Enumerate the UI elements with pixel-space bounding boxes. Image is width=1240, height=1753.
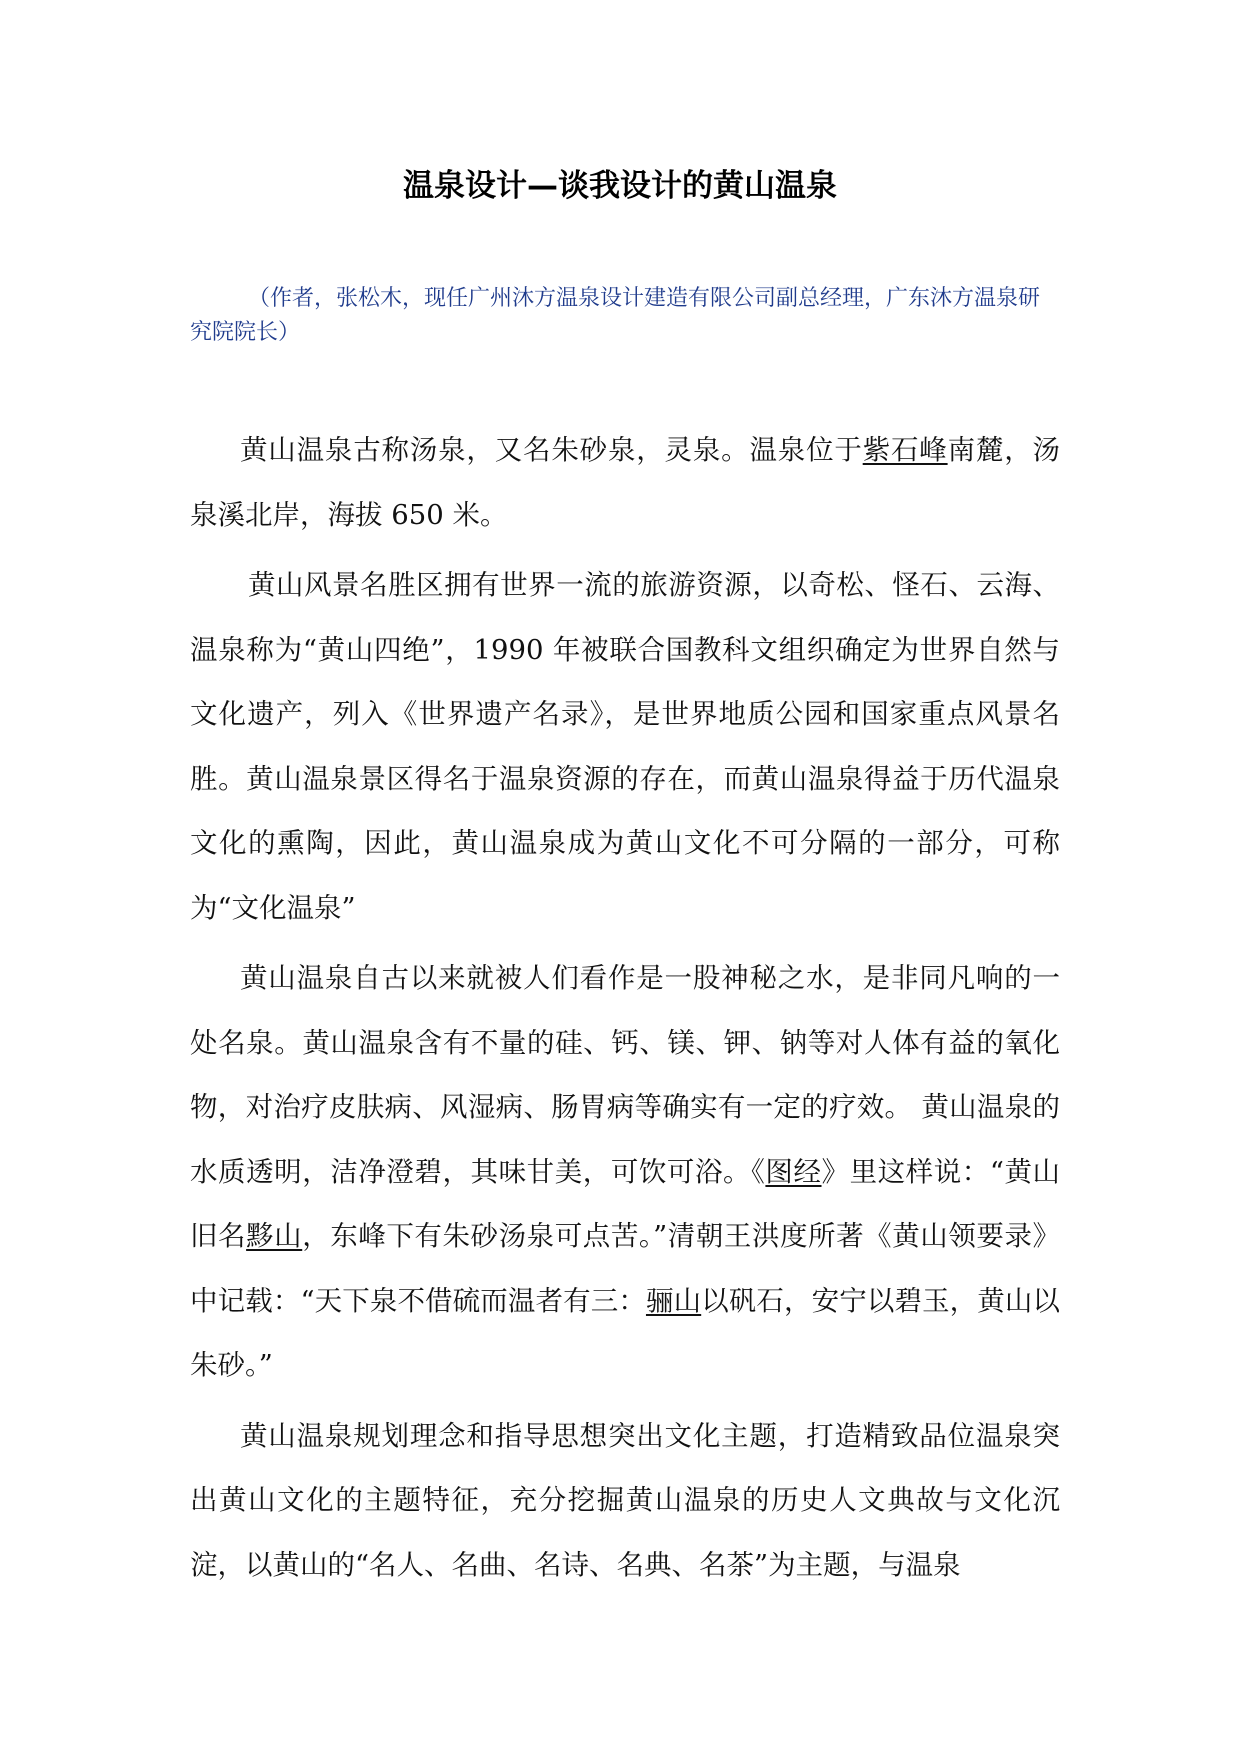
link-zishifeng[interactable]: 紫石峰 (862, 434, 948, 466)
paragraph-1 (190, 418, 1060, 547)
link-tujing[interactable]: 图经 (765, 1155, 822, 1188)
link-lishan[interactable]: 骊山 (645, 1284, 702, 1317)
paragraph-1-text-a: 黄山温泉古称汤泉，又名朱砂泉，灵泉。温泉位于 (240, 434, 863, 466)
paragraph-3-text-b: 》里这样说：“黄山旧名 (190, 1155, 1061, 1252)
paragraph-3 (190, 946, 1060, 1398)
author-byline: （作者，张松木，现任广州沐方温泉设计建造有限公司副总经理，广东沐方温泉研究院院长） (190, 286, 1041, 345)
paragraph-3-text-a: 黄山温泉自古以来就被人们看作是一股神秘之水，是非同凡响的一处名泉。黄山温泉含有不量的硅、钙、镁、钾、钠等对人体有益的氧化物，对治疗皮肤病、风湿病、肠胃病等确实有一定的疗效。 黄山温泉的水质透明，洁净澄碧，其味甘美，可饮可浴。《 (190, 962, 1060, 1188)
paragraph-2: 黄山风景名胜区拥有世界一流的旅游资源，以奇松、怪石、云海、温泉称为“黄山四绝”，1990 年被联合国教科文组织确定为世界自然与文化遗产，列入《世界遗产名录》，是世界地质公园和国家重点风景名胜。黄山温泉景区得名于温泉资源的存在，而黄山温泉得益于历代温泉文化的熏陶，因此，黄山温泉成为黄山文化不可分隔的一部分，可称为“文化温泉” (190, 569, 1060, 924)
paragraph-3-text-d: 以矾石，安宁以碧玉，黄山以朱砂。” (190, 1284, 1061, 1381)
article-body (190, 418, 1060, 1603)
link-yishan[interactable]: 黟山 (246, 1220, 303, 1252)
paragraph-4: 黄山温泉规划理念和指导思想突出文化主题，打造精致品位温泉突出黄山文化的主题特征，充分挖掘黄山温泉的历史人文典故与文化沉淀，以黄山的“名人、名曲、名诗、名典、名茶”为主题，与温泉 (190, 1419, 1060, 1581)
document-title: 温泉设计—谈我设计的黄山温泉 (403, 168, 837, 204)
paragraph-1-text-b: 南麓，汤泉溪北岸，海拔 650 米。 (190, 434, 1061, 531)
paragraph-3-text-c: ，东峰下有朱砂汤泉可点苦。”清朝王洪度所著《黄山领要录》中记载：“天下泉不借硫而温者有三： (190, 1220, 1060, 1317)
